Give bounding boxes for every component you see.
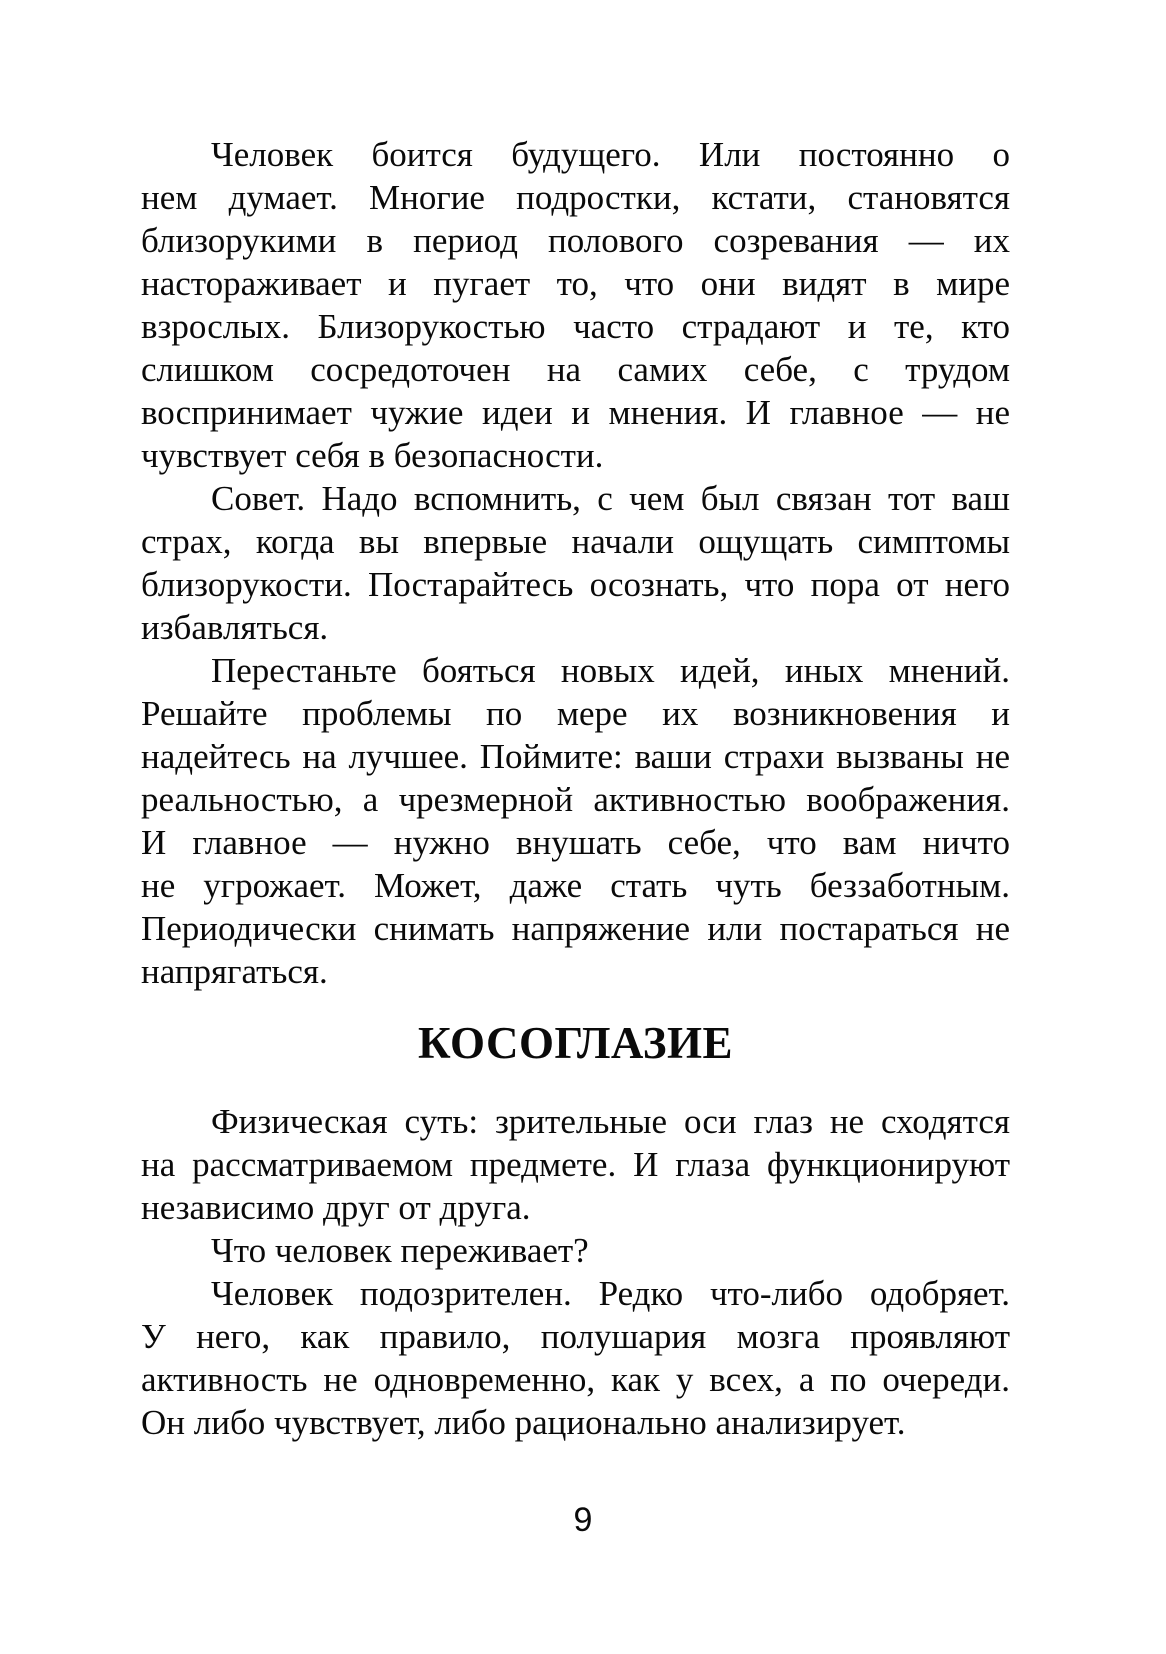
- text-line: И главное — нужно внушать себе, что вам ничто: [141, 823, 1010, 862]
- text-line: на рассматриваемом предмете. И глаза функционируют: [141, 1145, 1010, 1184]
- text-line: взрослых. Близорукостью часто страдают и те, кто: [141, 307, 1010, 346]
- text-line: У него, как правило, полушария мозга проявляют: [141, 1317, 1010, 1356]
- paragraph-myopia-cause: [141, 133, 1010, 477]
- text-line: близорукими в период полового созревания — их: [141, 221, 1010, 260]
- text-line: Что человек переживает?: [211, 1231, 589, 1270]
- text-line: надейтесь на лучшее. Поймите: ваши страхи вызваны не: [141, 737, 1010, 776]
- text-line: воспринимает чужие идеи и мнения. И главное — не: [141, 393, 1010, 432]
- paragraph-question: [141, 1229, 1010, 1272]
- text-line: Он либо чувствует, либо рационально анализирует.: [141, 1403, 906, 1442]
- page-number: 9: [573, 1501, 593, 1539]
- text-line: Периодически снимать напряжение или постараться не: [141, 909, 1010, 948]
- text-line: Человек подозрителен. Редко что-либо одобряет.: [211, 1274, 1010, 1313]
- text-line: Совет. Надо вспомнить, с чем был связан тот ваш: [211, 479, 1010, 518]
- text-line: Решайте проблемы по мере их возникновения и: [141, 694, 1010, 733]
- paragraph-personality: [141, 1272, 1010, 1444]
- text-line: активность не одновременно, как у всех, а по очереди.: [141, 1360, 1010, 1399]
- text-line: напрягаться.: [141, 952, 328, 991]
- section-heading-strabismus: КОСОГЛАЗИЕ: [417, 1018, 734, 1068]
- text-line: независимо друг от друга.: [141, 1188, 531, 1227]
- text-line: Перестаньте бояться новых идей, иных мнений.: [211, 651, 1010, 690]
- paragraph-physical-essence: [141, 1100, 1010, 1229]
- text-line: чувствует себя в безопасности.: [141, 436, 604, 475]
- text-line: настораживает и пугает то, что они видят в мире: [141, 264, 1010, 303]
- text-line: не угрожает. Может, даже стать чуть беззаботным.: [141, 866, 1010, 905]
- text-line: близорукости. Постарайтесь осознать, что пора от него: [141, 565, 1010, 604]
- text-line: избавляться.: [141, 608, 329, 647]
- text-line: нем думает. Многие подростки, кстати, становятся: [141, 178, 1010, 217]
- text-line: реальностью, а чрезмерной активностью воображения.: [141, 780, 1010, 819]
- paragraph-advice: [141, 477, 1010, 649]
- text-block: [141, 133, 1010, 1444]
- text-line: страх, когда вы впервые начали ощущать симптомы: [141, 522, 1010, 561]
- text-line: Физическая суть: зрительные оси глаз не сходятся: [211, 1102, 1010, 1141]
- paragraph-recommendations: [141, 649, 1010, 993]
- text-line: слишком сосредоточен на самих себе, с трудом: [141, 350, 1010, 389]
- text-line: Человек боится будущего. Или постоянно о: [211, 135, 1010, 174]
